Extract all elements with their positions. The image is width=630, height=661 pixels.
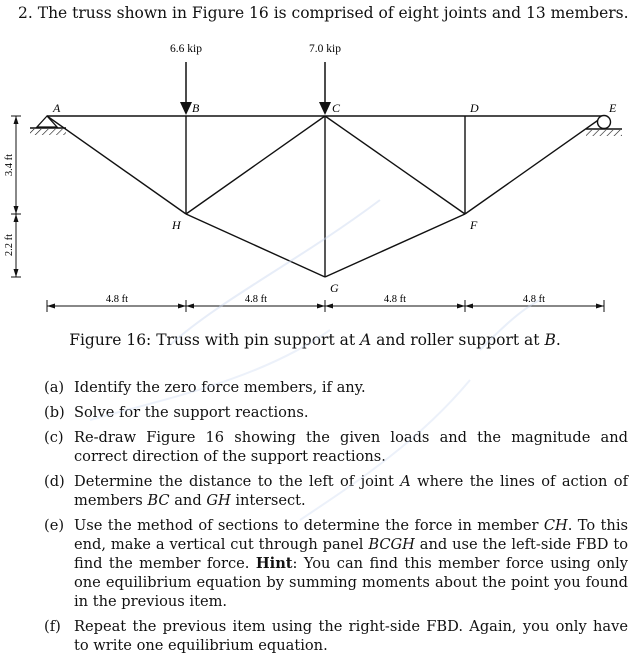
question-item-a	[44, 378, 628, 397]
caption-joint-roller: B	[544, 331, 556, 349]
question-text: Use the method of sections to determine the force in member CH. To this end, make a vertical cut through panel BCGH and use the left-side FBD to find the member force. Hint: You can find this member force using only one equilibrium equation by summing moments about the point you found in the previous item.	[74, 517, 629, 610]
question-label: (b)	[44, 404, 65, 421]
question-item-d	[44, 472, 628, 510]
load-label-c: 7.0 kip	[309, 43, 341, 55]
question-label: (c)	[44, 429, 64, 446]
member-ch	[186, 116, 325, 214]
caption-text-1: Figure 16: Truss with pin support at	[69, 331, 360, 349]
figure-caption	[0, 331, 630, 349]
span-label-3: 4.8 ft	[383, 294, 407, 305]
joint-label-a: A	[53, 101, 61, 115]
joint-label-g: G	[330, 281, 339, 295]
member-gh	[186, 214, 325, 277]
caption-text-3: .	[555, 331, 561, 349]
question-label: (f)	[44, 618, 61, 635]
joint-label-c: C	[332, 101, 341, 115]
problem-text: The truss shown in Figure 16 is comprised of eight joints and 13 members.	[37, 4, 629, 22]
truss-members	[47, 116, 604, 277]
roller-support	[586, 116, 622, 137]
member-fg	[325, 214, 465, 277]
load-label-b: 6.6 kip	[170, 43, 202, 55]
joint-label-d: D	[470, 101, 479, 115]
height-label-upper: 3.4 ft	[4, 153, 15, 177]
question-text: Identify the zero force members, if any.	[74, 379, 366, 396]
caption-joint-pin: A	[360, 331, 372, 349]
question-text: Re-draw Figure 16 showing the given loads and the magnitude and correct direction of the support reactions.	[74, 429, 628, 465]
horizontal-dimension	[47, 300, 604, 312]
joint-label-h: H	[172, 218, 181, 232]
span-label-4: 4.8 ft	[522, 294, 546, 305]
question-list	[44, 378, 628, 661]
question-text: Repeat the previous item using the right-side FBD. Again, you only have to write one equilibrium equation.	[74, 618, 628, 654]
joint-label-e: E	[609, 101, 617, 115]
member-ah	[47, 116, 186, 214]
load-arrows	[180, 62, 331, 115]
question-item-f	[44, 617, 628, 655]
question-text: Determine the distance to the left of joint A where the lines of action of members BC and GH intersect.	[74, 473, 628, 509]
question-label: (d)	[44, 473, 65, 490]
joint-labels	[52, 101, 617, 295]
caption-text-2: and roller support at	[371, 331, 545, 349]
joint-label-b: B	[192, 101, 200, 115]
height-label-lower: 2.2 ft	[4, 233, 15, 257]
span-label-2: 4.8 ft	[244, 294, 268, 305]
span-label-1: 4.8 ft	[105, 294, 129, 305]
problem-number: 2.	[18, 4, 33, 22]
hint-label: Hint	[255, 555, 293, 572]
member-ef	[465, 116, 604, 214]
question-label: (a)	[44, 379, 65, 396]
joint-label-f: F	[470, 218, 478, 232]
question-text: Solve for the support reactions.	[74, 404, 309, 421]
member-cf	[325, 116, 465, 214]
question-item-b	[44, 403, 628, 422]
question-label: (e)	[44, 517, 65, 534]
question-item-c	[44, 428, 628, 466]
truss-figure	[0, 0, 630, 330]
question-item-e	[44, 516, 628, 611]
